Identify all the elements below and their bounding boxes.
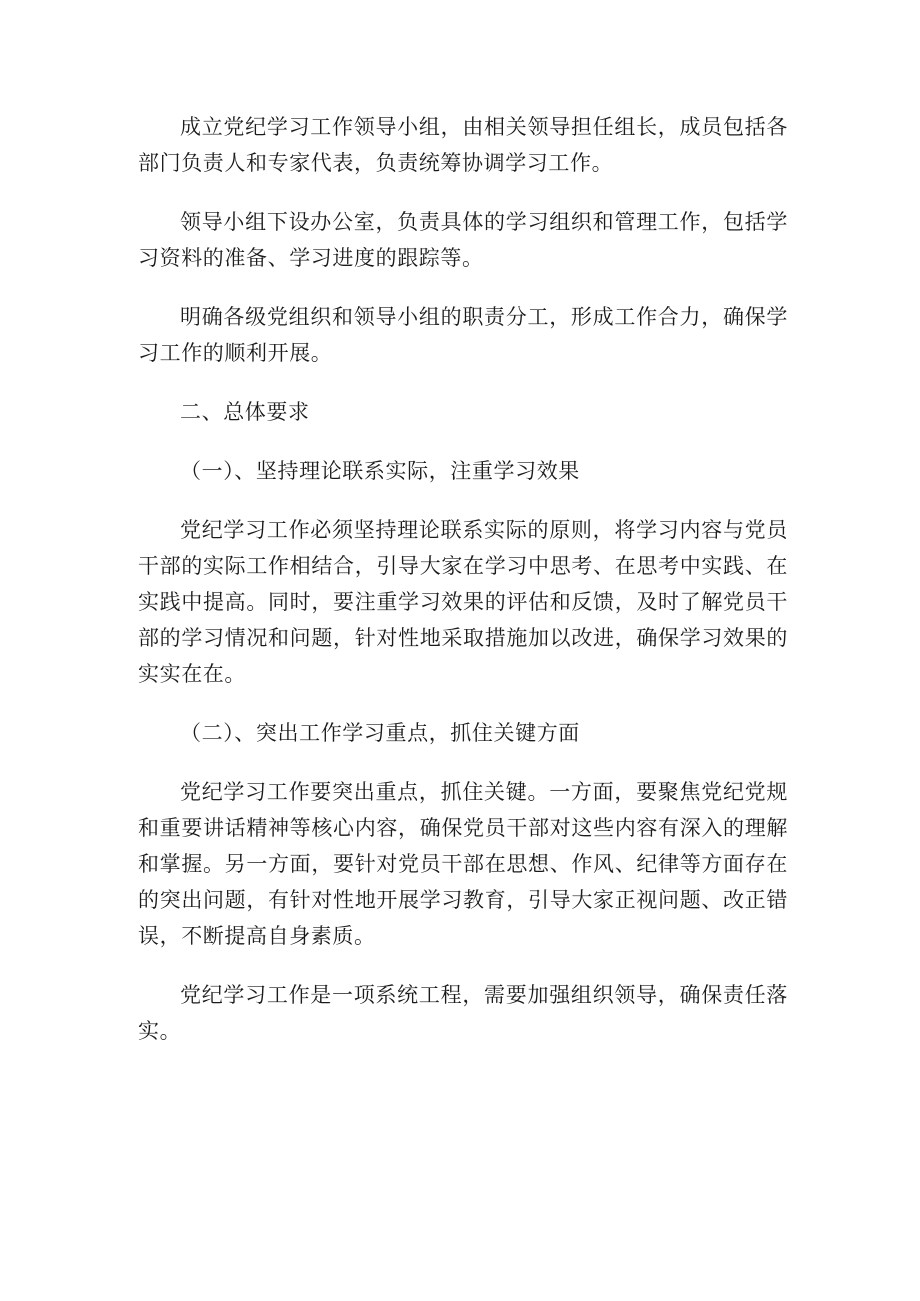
paragraph-responsibilities: 明确各级党组织和领导小组的职责分工，形成工作合力，确保学习工作的顺利开展。 <box>138 305 788 365</box>
document-body <box>138 109 788 1049</box>
paragraph-leadership-group: 成立党纪学习工作领导小组，由相关领导担任组长，成员包括各部门负责人和专家代表，负责统筹协调学习工作。 <box>138 115 788 175</box>
subsection-body-2: 党纪学习工作要突出重点，抓住关键。一方面，要聚焦党纪党规和重要讲话精神等核心内容，确保党员干部对这些内容有深入的理解和掌握。另一方面，要针对党员干部在思想、作风、纪律等方面存在的突出问题，有针对性地开展学习教育，引导大家正视问题、改正错误，不断提高自身素质。 <box>138 780 788 948</box>
subsection-body-1: 党纪学习工作必须坚持理论联系实际的原则，将学习内容与党员干部的实际工作相结合，引导大家在学习中思考、在思考中实践、在实践中提高。同时，要注重学习效果的评估和反馈，及时了解党员干部的学习情况和问题，针对性地采取措施加以改进，确保学习效果的实实在在。 <box>138 518 788 686</box>
closing-paragraph: 党纪学习工作是一项系统工程，需要加强组织领导，确保责任落实。 <box>138 983 788 1043</box>
subsection-heading-2: （二）、突出工作学习重点，抓住关键方面 <box>180 721 580 745</box>
paragraph-office: 领导小组下设办公室，负责具体的学习组织和管理工作，包括学习资料的准备、学习进度的跟踪等。 <box>138 210 788 270</box>
section-heading: 二、总体要求 <box>180 400 310 424</box>
subsection-heading-1: （一）、坚持理论联系实际，注重学习效果 <box>180 459 580 483</box>
